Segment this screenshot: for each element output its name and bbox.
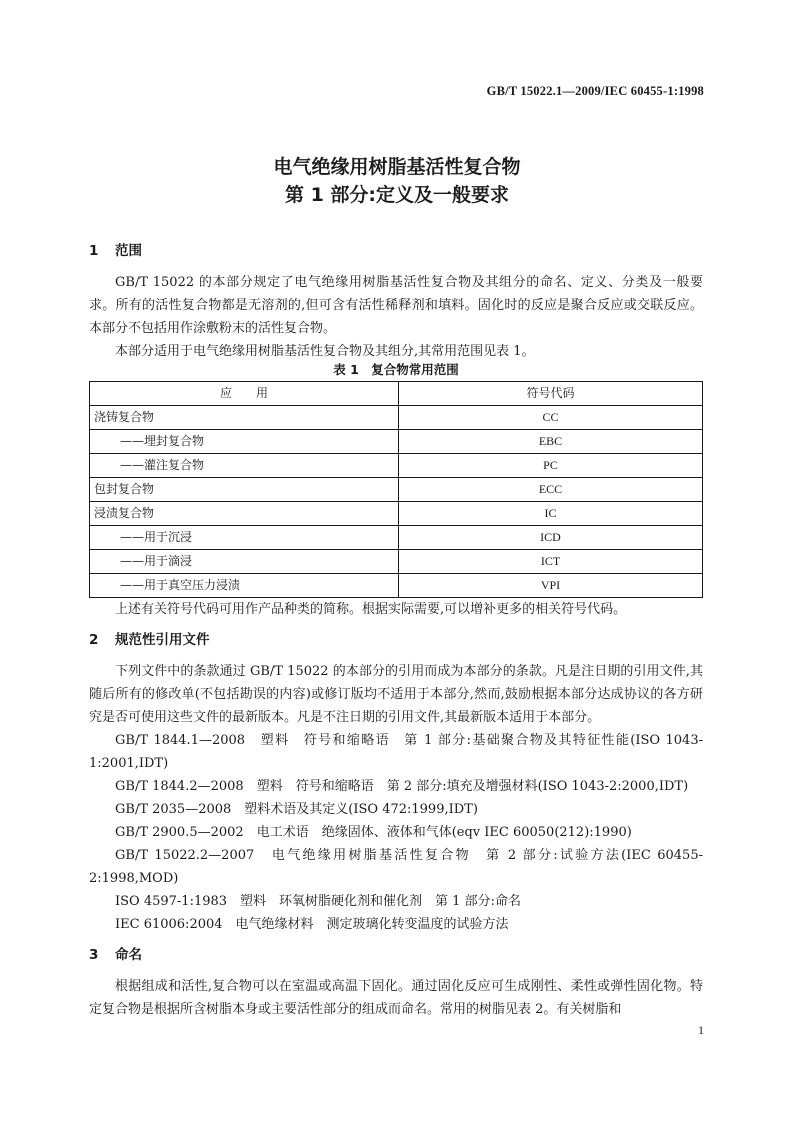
table-cell-code: ICD [399, 526, 703, 550]
table-row [90, 526, 703, 550]
table-cell-code: IC [399, 502, 703, 526]
table-row [90, 430, 703, 454]
table-cell-application: 浇铸复合物 [90, 406, 399, 430]
section-2-heading [89, 629, 703, 652]
section-title: 命名 [115, 947, 142, 963]
table-cell-code: ICT [399, 550, 703, 574]
table-header: 应 用 [90, 382, 399, 406]
reference-item: GB/T 2035—2008 塑料术语及其定义(ISO 472:1999,IDT) [115, 802, 478, 817]
reference-item: GB/T 15022.2—2007 电气绝缘用树脂基活性复合物 第 2 部分:试验方法(IEC 60455-2:1998,MOD) [89, 848, 703, 886]
table-cell-code: CC [399, 406, 703, 430]
page-number: 1 [698, 1023, 704, 1037]
paragraph: 本部分适用于电气绝缘用树脂基活性复合物及其组分,其常用范围见表 1。 [115, 344, 535, 359]
section-1-heading [89, 240, 703, 263]
paragraph: 上述有关符号代码可用作产品种类的简称。根据实际需要,可以增补更多的相关符号代码。 [115, 602, 627, 617]
table-cell-application: ——埋封复合物 [90, 430, 399, 454]
reference-item: GB/T 1844.1—2008 塑料 符号和缩略语 第 1 部分:基础聚合物及其特征性能(ISO 1043-1:2001,IDT) [89, 733, 703, 771]
table-row [90, 478, 703, 502]
reference-item: IEC 61006:2004 电气绝缘材料 测定玻璃化转变温度的试验方法 [115, 917, 509, 932]
document-title: 电气绝缘用树脂基活性复合物 [273, 156, 521, 178]
table-cell-code: EBC [399, 430, 703, 454]
table-cell-code: ECC [399, 478, 703, 502]
table-cell-application: 包封复合物 [90, 478, 399, 502]
section-title: 规范性引用文件 [115, 632, 210, 648]
reference-item: GB/T 1844.2—2008 塑料 符号和缩略语 第 2 部分:填充及增强材料(ISO 1043-2:2000,IDT) [115, 779, 689, 794]
table-row [90, 406, 703, 430]
compound-table [89, 381, 703, 598]
document-subtitle: 第 1 部分:定义及一般要求 [284, 184, 510, 206]
table-row [90, 550, 703, 574]
standard-code: GB/T 15022.1—2009/IEC 60455-1:1998 [486, 84, 704, 98]
section-number: 1 [89, 243, 99, 259]
reference-item: GB/T 2900.5—2002 电工术语 绝缘固体、液体和气体(eqv IEC 60050(212):1990) [115, 825, 632, 840]
section-3-heading [89, 944, 703, 967]
paragraph: GB/T 15022 的本部分规定了电气绝缘用树脂基活性复合物及其组分的命名、定义、分类及一般要求。所有的活性复合物都是无溶剂的,但可含有活性稀释剂和填料。固化时的反应是聚合反应或交联反应。本部分不包括用作涂敷粉末的活性复合物。 [89, 275, 703, 336]
table-cell-code: PC [399, 454, 703, 478]
reference-item: ISO 4597-1:1983 塑料 环氧树脂硬化剂和催化剂 第 1 部分:命名 [115, 894, 521, 909]
paragraph: 下列文件中的条款通过 GB/T 15022 的本部分的引用而成为本部分的条款。凡是注日期的引用文件,其随后所有的修改单(不包括勘误的内容)或修订版均不适用于本部分,然而,鼓励根据本部分达成协议的各方研究是否可使用这些文件的最新版本。凡是不注日期的引用文件,其最新版本适用于本部分。 [89, 664, 703, 725]
table-row [90, 502, 703, 526]
table-cell-application: ——用于真空压力浸渍 [90, 574, 399, 598]
section-number: 2 [89, 632, 99, 648]
section-number: 3 [89, 947, 99, 963]
table-cell-application: ——用于滴浸 [90, 550, 399, 574]
table-cell-application: 浸渍复合物 [90, 502, 399, 526]
section-title: 范围 [115, 243, 142, 259]
table-header: 符号代码 [399, 382, 703, 406]
table-cell-application: ——用于沉浸 [90, 526, 399, 550]
paragraph: 根据组成和活性,复合物可以在室温或高温下固化。通过固化反应可生成刚性、柔性或弹性固化物。特定复合物是根据所含树脂本身或主要活性部分的组成而命名。常用的树脂见表 2。有关树脂和 [89, 979, 703, 1017]
table-caption: 表 1 复合物常用范围 [333, 362, 459, 377]
table-row [90, 574, 703, 598]
table-row [90, 454, 703, 478]
document-body [89, 240, 703, 1021]
table-header-row [90, 382, 703, 406]
table-cell-code: VPI [399, 574, 703, 598]
table-cell-application: ——灌注复合物 [90, 454, 399, 478]
